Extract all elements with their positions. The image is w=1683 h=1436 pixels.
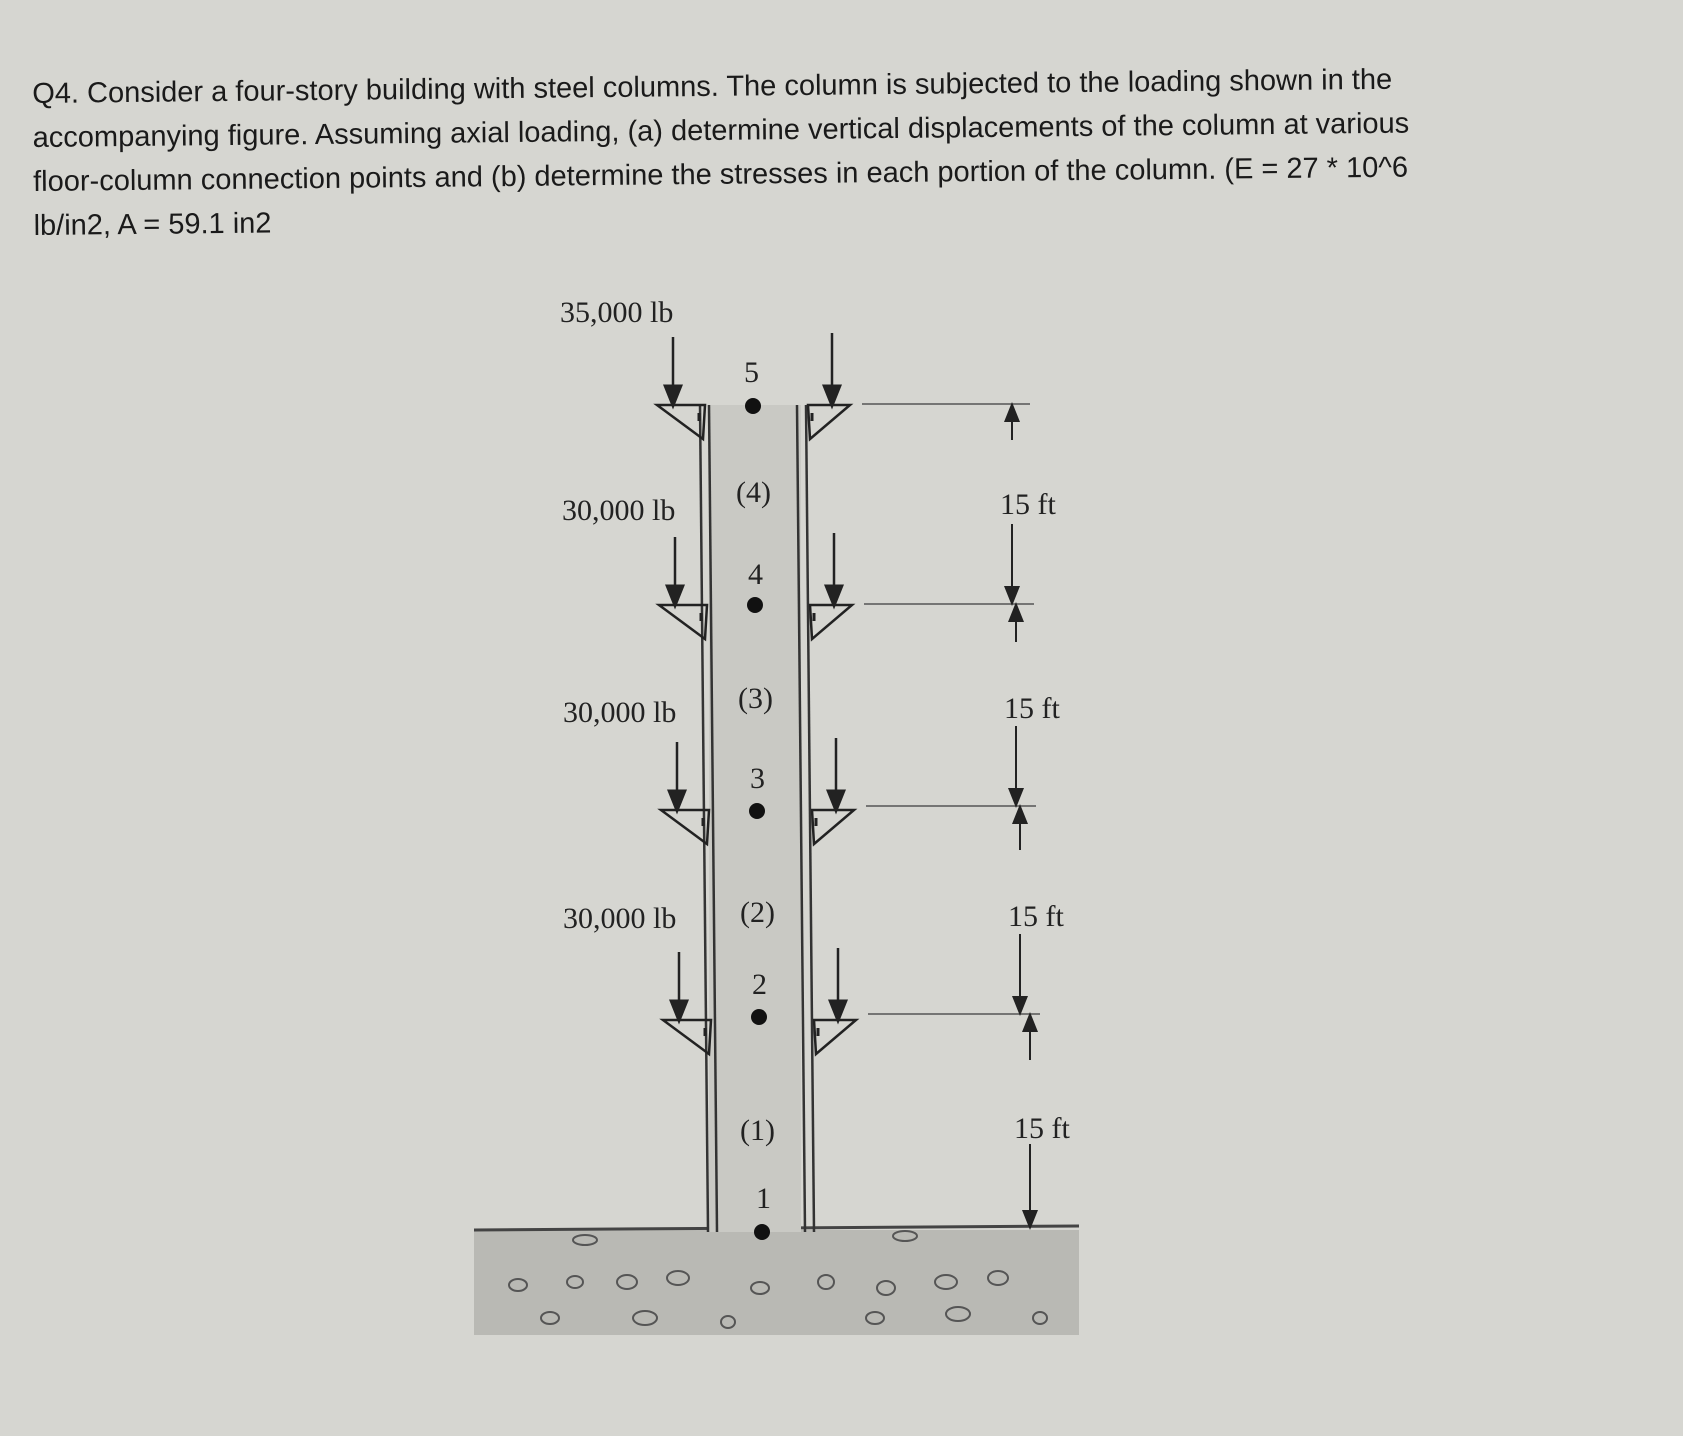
node-label-1: 1	[756, 1182, 771, 1215]
floor-bracket-right	[812, 810, 854, 844]
load-label-floor3: 30,000 lb	[563, 696, 677, 729]
node-label-3: 3	[750, 762, 765, 795]
dimension-label-1: 15 ft	[1014, 1112, 1070, 1145]
node-dot	[747, 597, 763, 613]
dimension-label-2: 15 ft	[1008, 900, 1064, 933]
dimension-label-3: 15 ft	[1004, 692, 1060, 725]
load-label-floor4: 30,000 lb	[562, 494, 676, 527]
load-label-floor2: 30,000 lb	[563, 902, 677, 935]
ground-foundation	[474, 1226, 1079, 1335]
floor-bracket-left	[663, 1020, 711, 1054]
element-label-2: (2)	[740, 896, 775, 929]
floor-bracket-left	[657, 405, 705, 439]
element-label-4: (4)	[736, 476, 771, 509]
floor-bracket-left	[661, 810, 709, 844]
dimension-lines	[862, 404, 1040, 1220]
node-label-2: 2	[752, 968, 767, 1001]
node-label-4: 4	[748, 558, 763, 591]
floor-bracket-left	[659, 605, 707, 639]
element-label-1: (1)	[740, 1114, 775, 1147]
node-dot	[745, 398, 761, 414]
dimension-label-4: 15 ft	[1000, 488, 1056, 521]
node-dot	[751, 1009, 767, 1025]
floor-bracket-right	[814, 1020, 856, 1054]
node-dot	[749, 803, 765, 819]
load-label-top: 35,000 lb	[560, 296, 674, 329]
element-label-3: (3)	[738, 682, 773, 715]
floor-bracket-right	[808, 405, 850, 439]
node-dot	[754, 1224, 770, 1240]
node-label-5: 5	[744, 356, 759, 389]
question-text: Q4. Consider a four-story building with steel columns. The column is subjected to the loading shown in the accompanying figure. Assuming axial loading, (a) determine vertical displacements of the column at various floor-column connection points and (b) determine the stresses in each portion of the column. (E = 27 * 10^6 lb/in2, A = 59.1 in2	[32, 63, 1410, 242]
floor-bracket-right	[810, 605, 852, 639]
